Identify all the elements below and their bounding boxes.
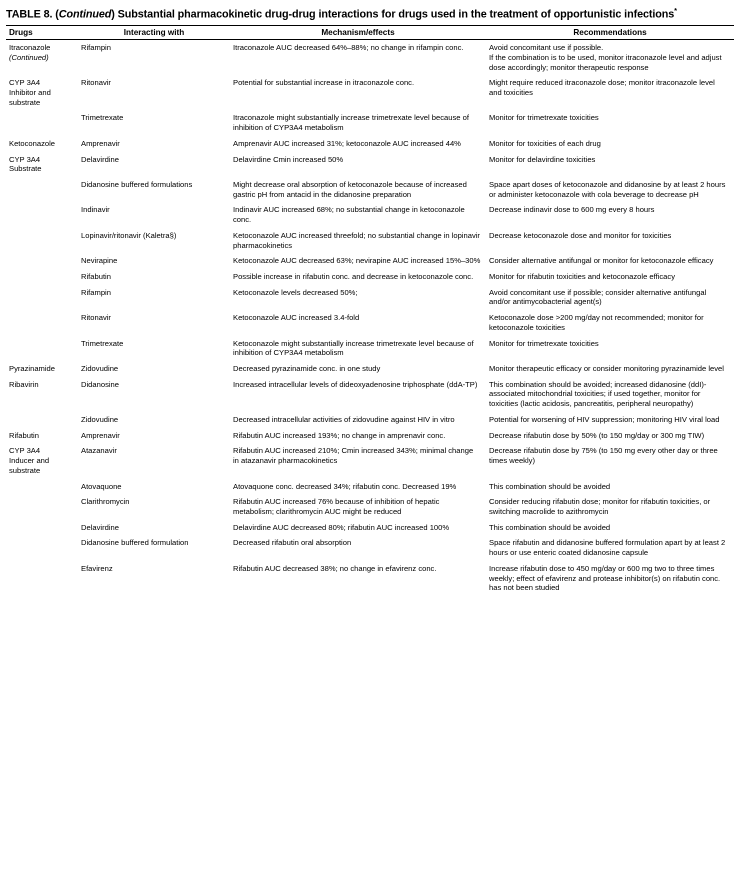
cell-mechanism: Rifabutin AUC decreased 38%; no change in efavirenz conc. [233,563,437,573]
table-row [6,228,734,253]
table-row [6,535,734,560]
title-rest: ) Substantial pharmacokinetic drug-drug interactions for drugs used in the treatment of opportunistic infections [111,8,675,21]
title-prefix: TABLE 8. ( [6,8,59,21]
cell-interacting-with: Indinavir [81,205,110,215]
table-row [6,361,734,377]
cell-mechanism: Decreased intracellular activities of zidovudine against HIV in vitro [233,414,455,424]
cell-interacting-with: Rifabutin [81,272,111,282]
cell-interacting-with: Didanosine buffered formulations [81,179,193,189]
table-row [6,428,734,444]
cell-recommendation: Ketoconazole dose >200 mg/day not recommended; monitor for ketoconazole toxicities [489,313,704,332]
cell-recommendation: Monitor for trimetrexate toxicities [489,338,599,348]
cell-mechanism: Increased intracellular levels of dideoxyadenosine triphosphate (ddA-TP) [233,379,478,389]
cell-recommendation: Decrease rifabutin dose by 50% (to 150 mg/day or 300 mg TIW) [489,430,705,440]
cell-mechanism: Decreased pyrazinamide conc. in one study [233,364,381,374]
cell-interacting-with: Ritonavir [81,313,111,323]
table-row [6,269,734,285]
drug-name: Rifabutin [9,430,39,440]
cell-drug [6,336,78,361]
cell-recommendation: Monitor for toxicities of each drug [489,138,601,148]
cell-interacting-with: Didanosine buffered formulation [81,538,189,548]
page-title [6,6,734,22]
table-row [6,110,734,135]
cell-drug [6,136,78,152]
cell-recommendation: Potential for worsening of HIV suppression; monitoring HIV viral load [489,414,720,424]
drug-name: Ribavirin [9,379,39,389]
cell-recommendation: Space apart doses of ketoconazole and didanosine by at least 2 hours or administer ketoconazole with cola beverage to decrease pH [489,179,726,199]
table-row [6,75,734,110]
cell-interacting-with: Trimetrexate [81,113,124,123]
cell-recommendation: Space rifabutin and didanosine buffered formulation apart by at least 2 hours or use enteric coated didanosine capsule [489,538,726,558]
drug-name: Itraconazole [9,43,51,53]
cell-interacting-with: Atovaquone [81,481,122,491]
cell-recommendation: Consider reducing rifabutin dose; monitor for rifabutin toxicities, or switching macrolide to azithromycin [489,497,711,516]
table-body [6,40,734,596]
cell-interacting-with: Zidovudine [81,364,119,374]
cell-drug [6,269,78,285]
table-row [6,285,734,310]
drug-name: CYP 3A4 [9,446,41,456]
cell-recommendation: Monitor for trimetrexate toxicities [489,113,599,123]
cell-recommendation: Avoid concomitant use if possible; consider alternative antifungal and/or antimycobacterial agent(s) [489,287,707,307]
cell-drug [6,253,78,269]
cell-mechanism: Potential for substantial increase in itraconazole conc. [233,78,415,88]
cell-interacting-with: Didanosine [81,379,119,389]
cell-recommendation: Decrease ketoconazole dose and monitor for toxicities [489,230,672,240]
table-header [6,26,734,40]
cell-interacting-with: Amprenavir [81,430,120,440]
cell-mechanism: Rifabutin AUC increased 76% because of inhibition of hepatic metabolism; clarithromycin AUC might be reduced [233,497,440,516]
cell-recommendation: Increase rifabutin dose to 450 mg/day or 600 mg two to three times weekly; effect of efavirenz and protease inhibitor(s) on rifabutin conc. has not been studied [489,563,721,593]
drug-note: (Continued) [9,52,49,62]
drug-name: CYP 3A4 [9,154,41,164]
cell-drug [6,535,78,560]
table-row [6,202,734,227]
drug-subdescriptor: Inducer and substrate [9,456,50,475]
cell-drug [6,40,78,76]
cell-mechanism: Itraconazole might substantially increase trimetrexate level because of inhibition of CYP3A4 metabolism [233,113,469,133]
cell-drug [6,152,78,177]
table-row [6,443,734,478]
cell-mechanism: Atovaquone conc. decreased 34%; rifabutin conc. Decreased 19% [233,481,457,491]
cell-drug [6,520,78,536]
table-row [6,336,734,361]
table-row [6,494,734,519]
table-row [6,377,734,412]
cell-interacting-with: Zidovudine [81,414,119,424]
table-row [6,136,734,152]
cell-drug [6,428,78,444]
table-row [6,177,734,202]
cell-recommendation: Monitor therapeutic efficacy or consider monitoring pyrazinamide level [489,364,724,374]
cell-mechanism: Amprenavir AUC increased 31%; ketoconazole AUC increased 44% [233,138,461,148]
drug-name: Ketoconazole [9,138,56,148]
table-row [6,152,734,177]
cell-mechanism: Ketoconazole AUC increased threefold; no substantial change in lopinavir pharmacokinetics [233,230,480,250]
cell-mechanism: Decreased rifabutin oral absorption [233,538,352,548]
cell-interacting-with: Clarithromycin [81,497,130,507]
cell-recommendation: Avoid concomitant use if possible. If the combination is to be used, monitor itraconazole level and adjust dose accordingly; monitor therapeutic response [489,43,722,72]
cell-drug [6,202,78,227]
cell-recommendation: This combination should be avoided [489,522,611,532]
cell-mechanism: Ketoconazole might substantially increase trimetrexate level because of inhibition of CYP3A4 metabolism [233,338,474,358]
cell-mechanism: Rifabutin AUC increased 210%; Cmin increased 343%; minimal change in atazanavir pharmacokinetics [233,446,474,466]
cell-drug [6,479,78,495]
cell-drug [6,110,78,135]
table-row [6,310,734,335]
table-row [6,412,734,428]
cell-drug [6,412,78,428]
drug-subdescriptor: Substrate [9,164,42,174]
cell-interacting-with: Rifampin [81,43,111,53]
cell-interacting-with: Efavirenz [81,563,113,573]
cell-interacting-with: Trimetrexate [81,338,124,348]
cell-drug [6,494,78,519]
cell-recommendation: This combination should be avoided [489,481,611,491]
table-row [6,479,734,495]
cell-interacting-with: Delavirdine [81,522,119,532]
cell-mechanism: Might decrease oral absorption of ketoconazole because of increased gastric pH from antacid in the didanosine preparation [233,179,467,199]
cell-drug [6,177,78,202]
table-row [6,40,734,76]
cell-drug [6,310,78,335]
drug-interactions-table [6,25,734,596]
cell-mechanism: Ketoconazole AUC increased 3.4-fold [233,313,360,323]
cell-interacting-with: Atazanavir [81,446,117,456]
cell-recommendation: Decrease indinavir dose to 600 mg every 8 hours [489,205,655,215]
column-header-recommendations: Recommendations [486,26,734,40]
table-row [6,561,734,596]
cell-interacting-with: Rifampin [81,287,111,297]
cell-drug [6,361,78,377]
cell-mechanism: Ketoconazole levels decreased 50%; [233,287,358,297]
cell-drug [6,75,78,110]
cell-drug [6,443,78,478]
title-continued: Continued [58,8,112,21]
column-header-mechanism: Mechanism/effects [230,26,486,40]
cell-mechanism: Delavirdine Cmin increased 50% [233,154,344,164]
column-header-drugs: Drugs [6,26,78,40]
cell-drug [6,228,78,253]
cell-interacting-with: Nevirapine [81,256,118,266]
drug-subdescriptor: Inhibitor and substrate [9,87,51,107]
cell-mechanism: Possible increase in rifabutin conc. and decrease in ketoconazole conc. [233,272,474,282]
cell-recommendation: Might require reduced itraconazole dose; monitor itraconazole level and toxicities [489,78,715,97]
cell-recommendation: Monitor for delavirdine toxicities [489,154,596,164]
cell-recommendation: Decrease rifabutin dose by 75% (to 150 mg every other day or three times weekly) [489,446,718,466]
cell-mechanism: Ketoconazole AUC decreased 63%; nevirapine AUC increased 15%–30% [233,256,481,266]
table-header-row [6,26,734,40]
title-footnote-marker: * [674,6,677,15]
cell-drug [6,285,78,310]
cell-drug [6,561,78,596]
cell-interacting-with: Delavirdine [81,154,119,164]
cell-interacting-with: Ritonavir [81,78,111,88]
drug-name: Pyrazinamide [9,364,56,374]
cell-interacting-with: Lopinavir/ritonavir (Kaletra§) [81,230,177,240]
cell-drug [6,377,78,412]
drug-name: CYP 3A4 [9,78,41,88]
table-row [6,253,734,269]
cell-mechanism: Delavirdine AUC decreased 80%; rifabutin AUC increased 100% [233,522,450,532]
table-row [6,520,734,536]
cell-mechanism: Itraconazole AUC decreased 64%–88%; no change in rifampin conc. [233,43,464,53]
cell-mechanism: Indinavir AUC increased 68%; no substantial change in ketoconazole conc. [233,205,465,225]
cell-recommendation: Monitor for rifabutin toxicities and ketoconazole efficacy [489,272,676,282]
cell-recommendation: This combination should be avoided; increased didanosine (ddI)-associated mitochondrial toxicities; if used together, monitor for toxicities (lactic acidosis, pancreatitis, peripheral neuropathy) [489,379,707,409]
column-header-interacting-with: Interacting with [78,26,230,40]
cell-recommendation: Consider alternative antifungal or monitor for ketoconazole efficacy [489,256,714,266]
cell-mechanism: Rifabutin AUC increased 193%; no change in amprenavir conc. [233,430,446,440]
cell-interacting-with: Amprenavir [81,138,120,148]
